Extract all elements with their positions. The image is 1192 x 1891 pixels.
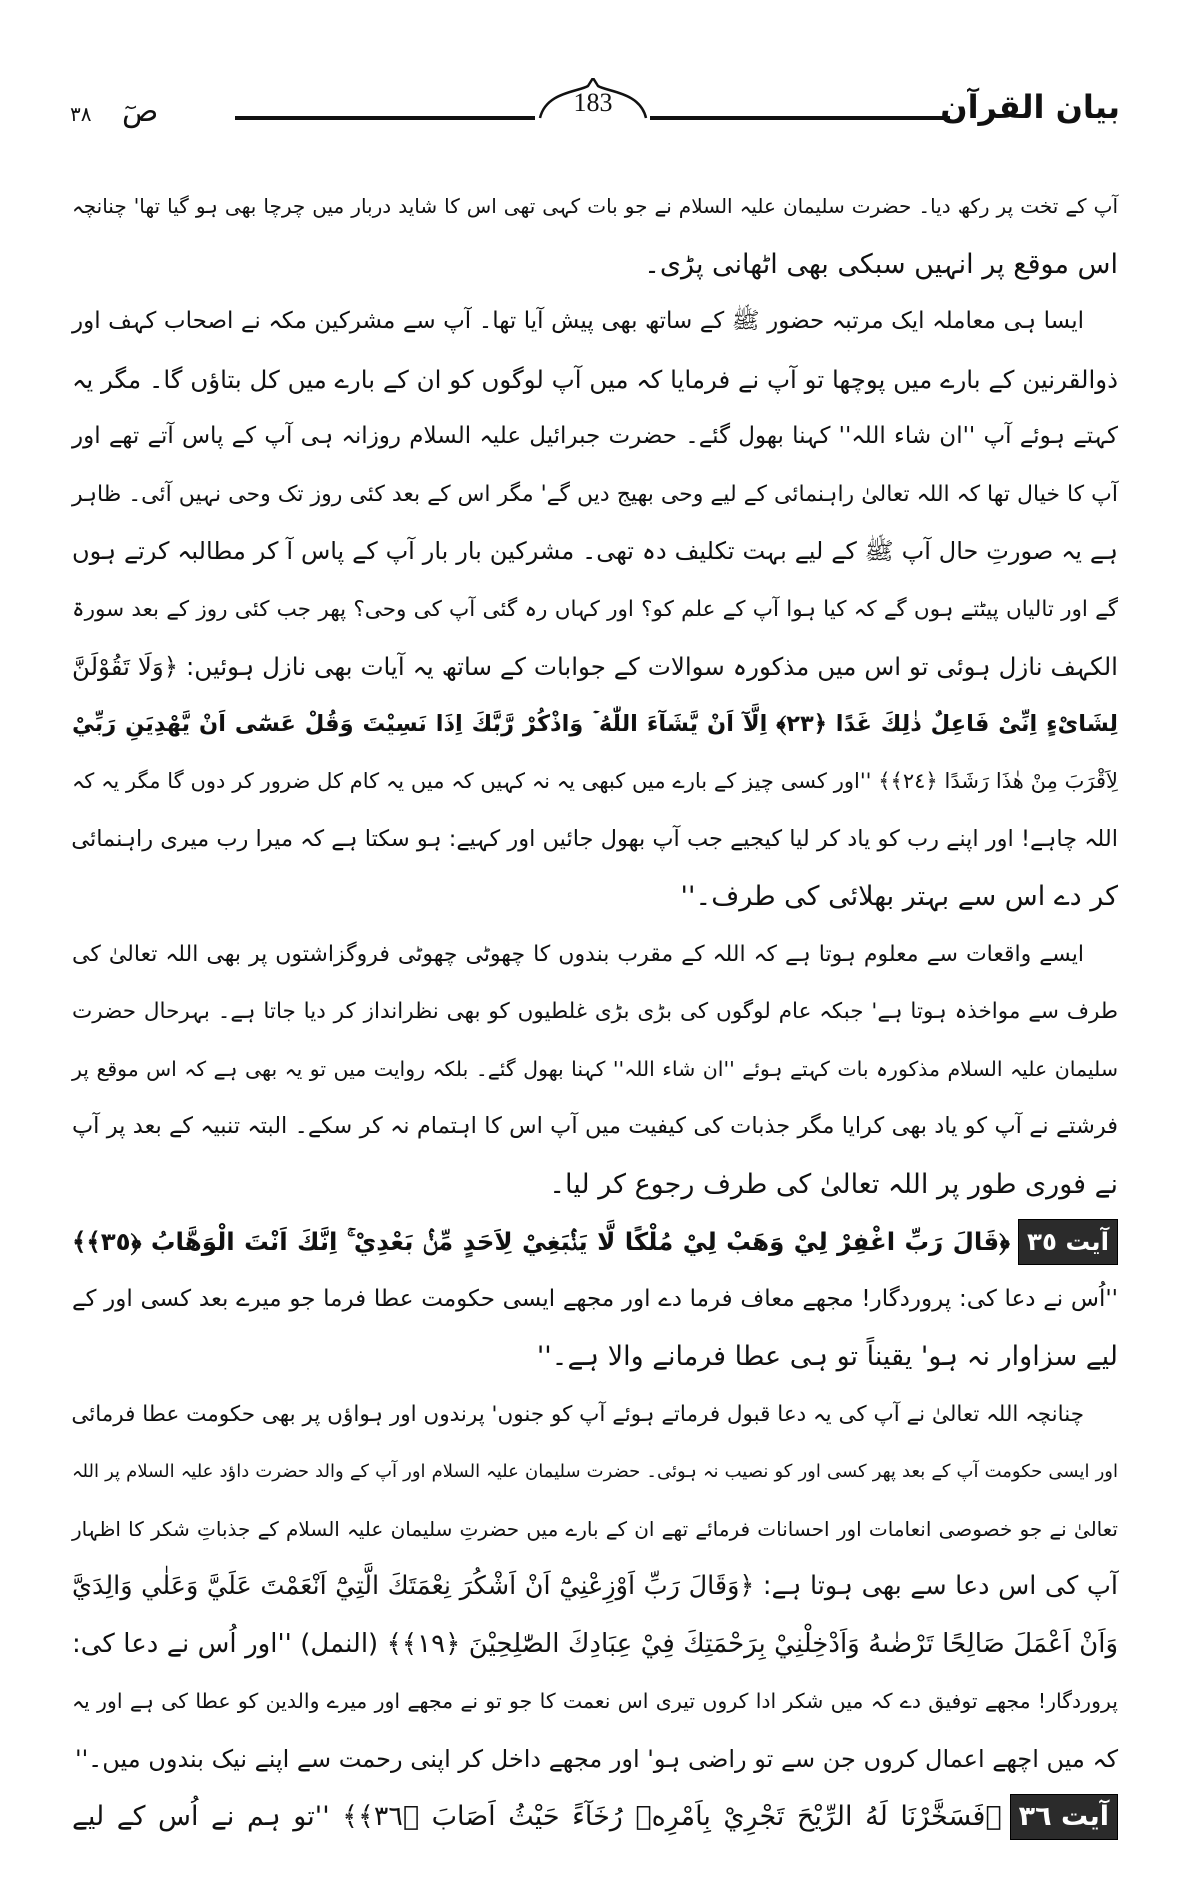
line-text: اللہ چاہے! اور اپنے رب کو یاد کر لیا کیجیے جب آپ بھول جائیں اور کہیے: ہو سکتا ہے کہ میرا رب میری راہنمائی: [71, 825, 1118, 852]
line-text: الکہف نازل ہوئی تو اس میں مذکورہ سوالات کے جوابات کے ساتھ یہ آیات بھی نازل ہوئیں: ﴿وَلَا تَقُوْلَنَّ: [72, 652, 1118, 681]
line-text: نے فوری طور پر اللہ تعالیٰ کی طرف رجوع کر لیا۔: [549, 1168, 1118, 1200]
ayah-line: [72, 1788, 1118, 1846]
text-line: [72, 1558, 1118, 1616]
line-text: آپ کی اس دعا سے بھی ہوتا ہے: ﴿وَقَالَ رَبِّ اَوْزِعْنِيْٓ اَنْ اَشْكُرَ نِعْمَتَكَ الَّتِيْٓ اَنْعَمْتَ عَلَيَّ وَعَلٰي وَالِدَيَّ: [72, 1571, 1118, 1601]
book-title: بیان القرآن: [940, 88, 1120, 126]
line-text: ذوالقرنین کے بارے میں پوچھا تو آپ نے فرمایا کہ میں آپ لوگوں کو ان کے بارے میں کل بتاؤں گا۔ مگر یہ: [72, 364, 1118, 394]
text-line: [72, 1386, 1118, 1444]
surah-number: ٣٨: [70, 102, 92, 126]
text-line: [72, 236, 1118, 294]
text-line: [72, 696, 1118, 754]
text-line: [72, 811, 1118, 869]
ayah-line: [72, 1213, 1118, 1271]
line-text: آپ کے تخت پر رکھ دیا۔ حضرت سلیمان علیہ السلام نے جو بات کہی تھی اس کا شاید دربار میں چرچا بھی ہو گیا تھا' چنانچہ: [72, 194, 1118, 218]
text-line: [72, 408, 1118, 466]
line-text: سلیمان علیہ السلام مذکورہ بات کہتے ہوئے ''ان شاء اللہ'' کہنا بھول گئے۔ بلکہ روایت میں تو یہ بھی ہے کہ اس موقع پر: [72, 1056, 1118, 1081]
page-header: [60, 80, 1120, 150]
line-text: گے اور تالیاں پیٹتے ہوں گے کہ کیا ہوا آپ کے علم کو؟ اور کہاں رہ گئی آپ کی وحی؟ پھر جب کئی روز کے بعد سورۃ: [72, 596, 1118, 622]
text-line: [72, 638, 1118, 696]
line-text: کہتے ہوئے آپ ''ان شاء اللہ'' کہنا بھول گئے۔ حضرت جبرائیل علیہ السلام روزانہ ہی آپ کے پاس آتے تھے اور: [72, 423, 1118, 449]
line-text: پروردگار! مجھے توفیق دے کہ میں شکر ادا کروں تیری اس نعمت کا جو تو نے مجھے اور میرے والدین کو عطا کی ہے اور یہ: [72, 1689, 1118, 1713]
text-line: [72, 1616, 1118, 1674]
line-text: آپ کا خیال تھا کہ اللہ تعالیٰ راہنمائی کے لیے وحی بھیج دیں گے' مگر اس کے بعد کئی روز تک وحی نہیں آئی۔ ظاہر: [72, 481, 1118, 507]
line-text: لِاَقْرَبَ مِنْ هٰذَا رَشَدًا ﴿٢٤﴾﴾ ''اور کسی چیز کے بارے میں کبھی یہ نہ کہیں کہ میں یہ کام کل ضرور کر دوں گا مگر یہ کہ: [72, 769, 1119, 793]
text-line: [72, 753, 1118, 811]
line-text: ہے یہ صورتِ حال آپ ﷺ کے لیے بہت تکلیف دہ تھی۔ مشرکین بار بار آپ کے پاس آ کر مطالبہ کرتے ہوں: [72, 537, 1118, 565]
line-text: چنانچہ اللہ تعالیٰ نے آپ کی یہ دعا قبول فرماتے ہوئے آپ کو جنوں' پرندوں اور ہواؤں پر بھی حکومت عطا فرمائی: [71, 1401, 1084, 1427]
line-text: کر دے اس سے بہتر بھلائی کی طرف۔'': [680, 881, 1118, 912]
ayah-number-label: آیت ٣٥: [1018, 1219, 1118, 1265]
ayah-number-label: آیت ٣٦: [1010, 1794, 1118, 1840]
text-line: [72, 983, 1118, 1041]
line-text: تعالیٰ نے جو خصوصی انعامات اور احسانات فرمائے تھے ان کے بارے میں حضرتِ سلیمان علیہ السلام کے جذباتِ شکر کا اظہار: [72, 1516, 1118, 1541]
line-text: ''اُس نے دعا کی: پروردگار! مجھے معاف فرما دے اور مجھے ایسی حکومت عطا فرما جو میرے بعد کسی اور کے: [72, 1285, 1118, 1312]
text-line: [72, 523, 1118, 581]
line-text: ایسا ہی معاملہ ایک مرتبہ حضور ﷺ کے ساتھ بھی پیش آیا تھا۔ آپ سے مشرکین مکہ نے اصحاب کہف اور: [72, 308, 1084, 334]
line-text: اور ایسی حکومت آپ کے بعد پھر کسی اور کو نصیب نہ ہوئی۔ حضرت سلیمان علیہ السلام اور آپ کے والد حضرت داؤد علیہ السلام پر اللہ: [72, 1461, 1118, 1482]
text-line: [72, 178, 1118, 236]
line-text: لِشَایْءٍ اِنِّیْ فَاعِلٌ ذٰلِكَ غَدًا ﴿٢٣﴾ اِلَّآ اَنْ يَّشَآءَ اللّٰهُ ۡ وَاذْكُرْ رَّبَّكَ اِذَا نَسِيْتَ وَقُلْ عَسٰٓى اَنْ يَّهْدِيَنِ رَبِّيْ: [72, 710, 1118, 737]
header-rule-left: [235, 116, 535, 120]
text-line: [72, 1156, 1118, 1214]
text-line: [72, 1041, 1118, 1099]
line-text: اس موقع پر انہیں سبکی بھی اٹھانی پڑی۔: [644, 248, 1118, 280]
page-number: 183: [573, 88, 613, 117]
line-text: لیے سزاوار نہ ہو' یقیناً تو ہی عطا فرمانے والا ہے۔'': [536, 1341, 1118, 1372]
surah-name: صٓ: [122, 94, 159, 129]
line-text: کہ میں اچھے اعمال کروں جن سے تو راضی ہو' اور مجھے داخل کر اپنی رحمت سے اپنے نیک بندوں میں۔'': [74, 1744, 1118, 1773]
line-text: وَاَنْ اَعْمَلَ صَالِحًا تَرْضٰىهُ وَاَدْخِلْنِيْ بِرَحْمَتِكَ فِيْ عِبَادِكَ الصّٰلِحِيْنَ ﴿١٩﴾﴾ (النمل) ''اور اُس نے دعا کی:: [72, 1628, 1118, 1659]
text-line: [72, 1443, 1118, 1501]
text-line: [72, 1271, 1118, 1329]
text-line: [72, 1098, 1118, 1156]
text-line: [72, 466, 1118, 524]
text-line: [72, 293, 1118, 351]
text-line: [72, 351, 1118, 409]
line-text: فرشتے نے آپ کو یاد بھی کرایا مگر جذبات کی کیفیت میں آپ اس کا اہتمام نہ کر سکے۔ البتہ تنبیہ کے بعد پر آپ: [72, 1113, 1118, 1139]
text-line: [72, 926, 1118, 984]
line-text: ایسے واقعات سے معلوم ہوتا ہے کہ اللہ کے مقرب بندوں کا چھوٹی چھوٹی فروگزاشتوں پر بھی اللہ تعالیٰ کی: [72, 941, 1084, 967]
line-text: ﴿قَالَ رَبِّ اغْفِرْ لِيْ وَهَبْ لِيْ مُلْكًا لَّا يَنْۢبَغِيْ لِاَحَدٍ مِّنْۢ بَعْدِيْ ۚ اِنَّكَ اَنْتَ الْوَهَّابُ ﴿٣٥﴾﴾: [72, 1227, 1011, 1256]
line-text: طرف سے مواخذہ ہوتا ہے' جبکہ عام لوگوں کی بڑی بڑی غلطیوں کو بھی نظرانداز کر دیا جاتا ہے۔ بہرحال حضرت: [72, 999, 1118, 1024]
text-line: [72, 1731, 1118, 1789]
text-line: [72, 1501, 1118, 1559]
page-body: [72, 178, 1118, 1846]
text-line: [72, 868, 1118, 926]
line-text: ﴿فَسَخَّرْنَا لَهُ الرِّيْحَ تَجْرِيْ بِاَمْرِهٖ رُخَآءً حَيْثُ اَصَابَ ﴿٣٦﴾﴾ ''تو ہم نے اُس کے لیے: [72, 1801, 1002, 1832]
text-line: [72, 581, 1118, 639]
header-rule-right: [650, 116, 950, 120]
text-line: [72, 1673, 1118, 1731]
text-line: [72, 1328, 1118, 1386]
